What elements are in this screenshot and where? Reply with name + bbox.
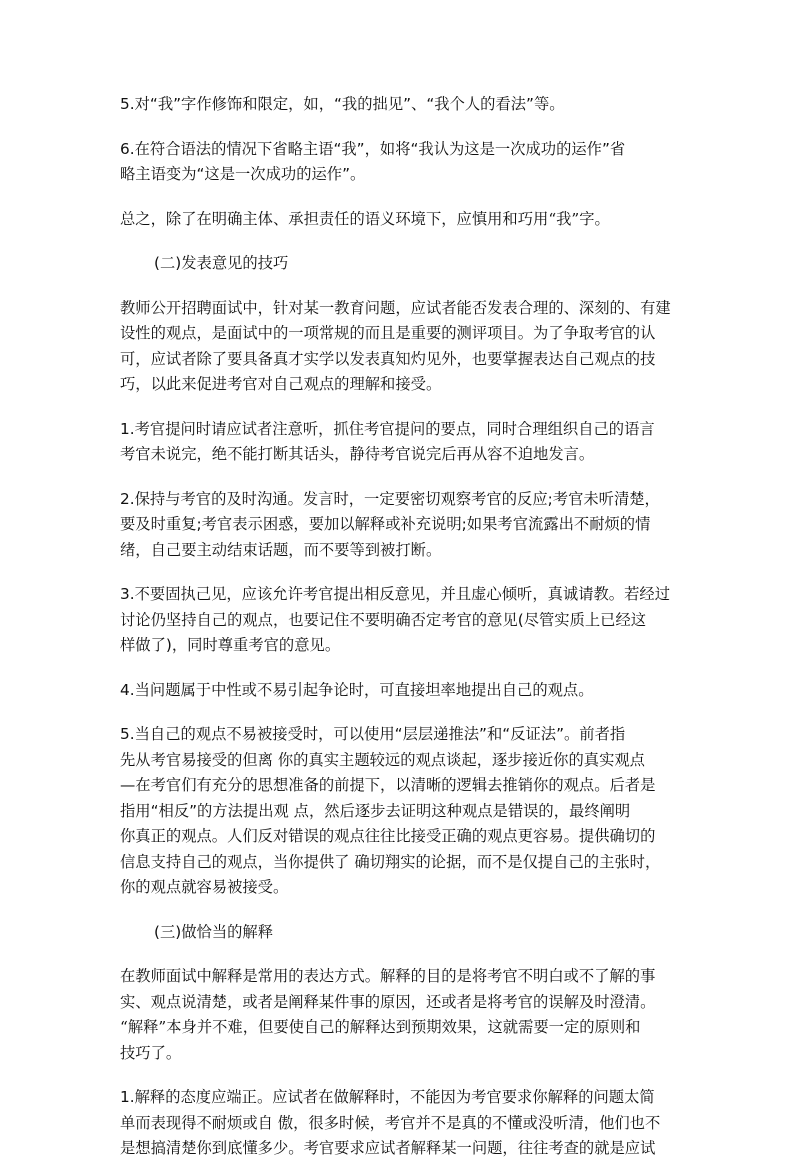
text-line: 2.保持与考官的及时沟通。发言时，一定要密切观察考官的反应;考官未听清楚，	[120, 489, 660, 508]
text-line: 实、观点说清楚，或者是阐释某件事的原因，还或者是将考官的误解及时澄清。	[120, 992, 656, 1011]
list-item	[120, 417, 690, 468]
text-line: 信息支持自己的观点，当你提供了 确切翔实的论据，而不是仅提自己的主张时，	[120, 852, 661, 871]
text-line: 单而表现得不耐烦或自 傲，很多时候，考官并不是真的不懂或没听清，他们也不	[120, 1113, 661, 1132]
list-item	[120, 92, 690, 118]
text-line: 你的观点就容易被接受。	[120, 878, 289, 896]
text-line: 1.考官提问时请应试者注意听，抓住考官提问的要点，同时合理组织自己的语言	[120, 419, 655, 438]
text-line: 你真正的观点。人们反对错误的观点往往比接受正确的观点更容易。提供确切的	[120, 827, 656, 845]
body-paragraph	[120, 964, 690, 1066]
text-line: 3.不要固执己见，应该允许考官提出相反意见，并且虚心倾听，真诚请教。若经过	[120, 585, 670, 603]
text-line: 样做了)，同时尊重考官的意见。	[120, 636, 341, 654]
text-line: 可，应试者除了要具备真才实学以发表真知灼见外，也要掌握表达自己观点的技	[120, 349, 656, 368]
list-item	[120, 487, 690, 564]
text-line: 1.解释的态度应端正。应试者在做解释时，不能因为考官要求你解释的问题太简	[120, 1088, 655, 1106]
text-line: 讨论仍坚持自己的观点，也要记住不要明确否定考官的意见(尽管实质上已经这	[120, 610, 647, 629]
section-heading	[120, 920, 690, 946]
body-paragraph	[120, 296, 690, 398]
body-paragraph	[120, 207, 690, 233]
text-line: 总之，除了在明确主体、承担责任的语义环境下，应慎用和巧用“我”字。	[120, 209, 610, 228]
text-line: 4.当问题属于中性或不易引起争论时，可直接坦率地提出自己的观点。	[120, 680, 594, 699]
text-line: 设性的观点，是面试中的一项常规的而且是重要的测评项目。为了争取考官的认	[120, 324, 656, 342]
text-line: 要及时重复;考官表示困惑，要加以解释或补充说明;如果考官流露出不耐烦的情	[120, 515, 651, 533]
text-line: —在考官们有充分的思想准备的前提下，以清晰的逻辑去推销你的观点。后者是	[120, 776, 656, 794]
section-heading	[120, 251, 690, 277]
list-item	[120, 137, 690, 188]
text-line: 6.在符合语法的情况下省略主语“我”，如将“我认为这是一次成功的运作”省	[120, 139, 626, 158]
text-line: 绪，自己要主动结束话题，而不要等到被打断。	[120, 540, 442, 559]
text-line: 先从考官易接受的但离 你的真实主题较远的观点谈起，逐步接近你的真实观点	[120, 750, 645, 769]
text-line: 考官未说完，绝不能打断其话头，静待考官说完后再从容不迫地发言。	[120, 445, 595, 463]
text-line: 技巧了。	[120, 1043, 182, 1062]
list-item	[120, 1085, 690, 1162]
list-item	[120, 582, 690, 659]
text-line: (三)做恰当的解释	[154, 922, 274, 941]
text-line: 在教师面试中解释是常用的表达方式。解释的目的是将考官不明白或不了解的事	[120, 967, 656, 985]
text-line: 5.对“我”字作修饰和限定，如，“我的拙见”、“我个人的看法”等。	[120, 95, 565, 113]
text-line: (二)发表意见的技巧	[154, 254, 289, 272]
text-line: 教师公开招聘面试中，针对某一教育问题，应试者能否发表合理的、深刻的、有建	[120, 298, 671, 317]
text-line: 巧，以此来促进考官对自己观点的理解和接受。	[120, 375, 442, 393]
list-item	[120, 678, 690, 704]
text-line: 5.当自己的观点不易被接受时，可以使用“层层递推法”和“反证法”。前者指	[120, 725, 626, 743]
text-line: 指用“相反”的方法提出观 点，然后逐步去证明这种观点是错误的，最终阐明	[120, 801, 631, 820]
text-line: 略主语变为“这是一次成功的运作”。	[120, 165, 366, 183]
list-item	[120, 722, 690, 901]
text-line: “解释”本身并不难，但要使自己的解释达到预期效果，这就需要一定的原则和	[120, 1018, 641, 1036]
text-line: 是想搞清楚你到底懂多少。考官要求应试者解释某一问题，往往考查的就是应试	[120, 1139, 656, 1157]
